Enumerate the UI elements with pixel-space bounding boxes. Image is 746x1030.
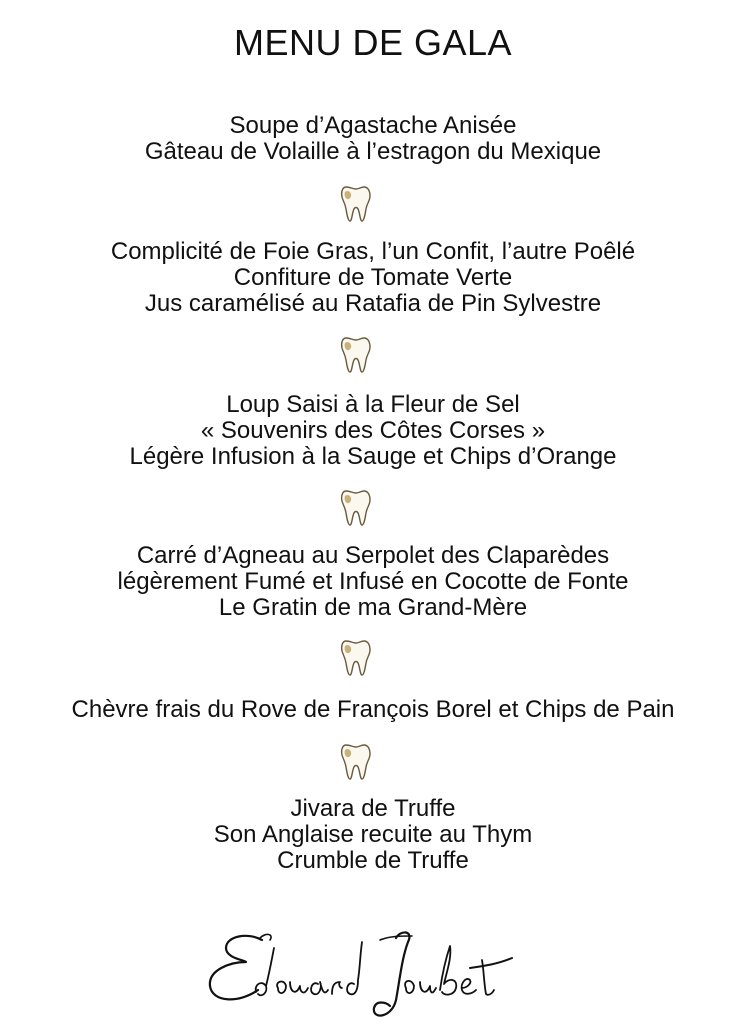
tooth-icon <box>339 487 373 527</box>
course-line: Jus caramélisé au Ratafia de Pin Sylvestre <box>144 290 602 317</box>
course-line: Jivara de Truffe <box>290 795 456 822</box>
tooth-icon <box>339 334 373 374</box>
course-line: Soupe d’Agastache Anisée <box>229 112 517 139</box>
signature <box>200 918 520 1028</box>
course-line: Complicité de Foie Gras, l’un Confit, l’autre Poêlé <box>110 238 636 265</box>
course-line: Carré d’Agneau au Serpolet des Claparèdes <box>136 542 610 569</box>
course-line: légèrement Fumé et Infusé en Cocotte de Fonte <box>117 568 629 595</box>
tooth-icon <box>339 183 373 223</box>
menu-title: MENU DE GALA <box>233 22 513 63</box>
course-line: Son Anglaise recuite au Thym <box>213 821 533 848</box>
course-4 <box>0 543 746 621</box>
course-3 <box>0 392 746 470</box>
course-1 <box>0 113 746 165</box>
course-2 <box>0 239 746 317</box>
course-6 <box>0 796 746 874</box>
course-line: Le Gratin de ma Grand-Mère <box>218 594 528 621</box>
course-line: Confiture de Tomate Verte <box>233 264 513 291</box>
course-5 <box>0 697 746 723</box>
tooth-icon <box>339 637 373 677</box>
course-line: Crumble de Truffe <box>277 847 469 874</box>
course-line: Loup Saisi à la Fleur de Sel <box>226 391 520 418</box>
course-line: Légère Infusion à la Sauge et Chips d’Orange <box>129 443 617 470</box>
course-line: Chèvre frais du Rove de François Borel et Chips de Pain <box>71 696 675 723</box>
course-line: « Souvenirs des Côtes Corses » <box>200 417 546 444</box>
course-line: Gâteau de Volaille à l’estragon du Mexique <box>144 138 602 165</box>
tooth-icon <box>339 741 373 781</box>
